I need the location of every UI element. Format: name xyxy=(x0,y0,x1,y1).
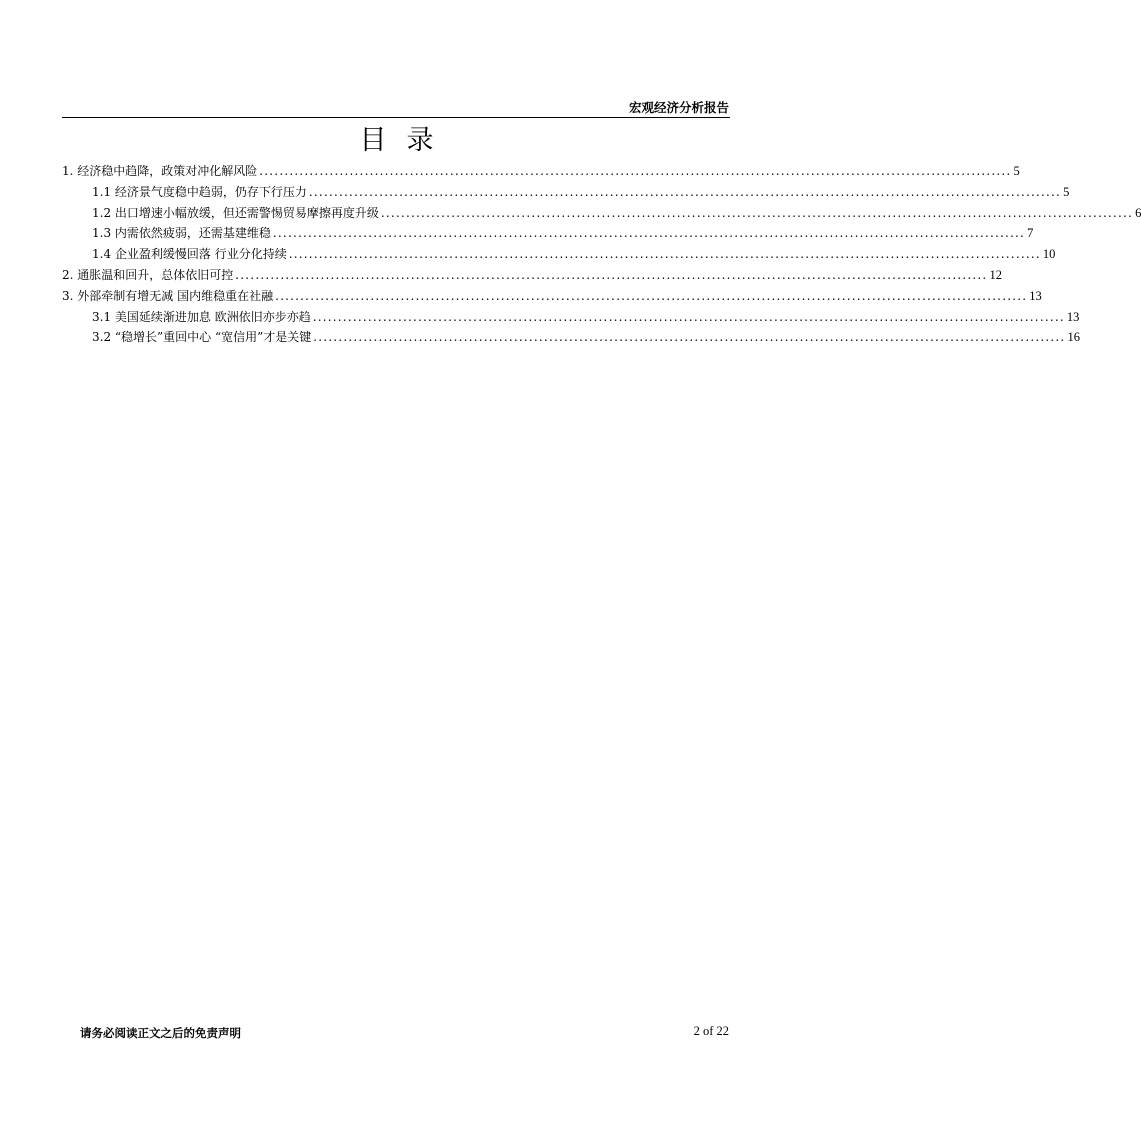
toc-entry-label: 1. 经济稳中趋降，政策对冲化解风险 xyxy=(62,164,258,178)
toc-entry[interactable] xyxy=(62,204,1141,225)
toc-entry[interactable] xyxy=(62,245,1056,266)
toc-entry[interactable] xyxy=(62,328,1080,349)
toc-leader-dots: ...................................................................................................................................................... xyxy=(308,184,1062,199)
disclaimer-notice: 请务必阅读正文之后的免责声明 xyxy=(80,1026,241,1040)
toc-leader-dots: ...................................................................................................................................................... xyxy=(235,267,988,282)
toc-leader-dots: ...................................................................................................................................................... xyxy=(288,247,1041,262)
toc-entry-label: 2. 通胀温和回升，总体依旧可控 xyxy=(62,267,234,282)
toc-entry-label: 3.1 美国延续渐进加息 欧洲依旧亦步亦趋 xyxy=(92,309,311,324)
toc-leader-dots: ...................................................................................................................................................... xyxy=(272,226,1026,241)
toc-entry-page: 12 xyxy=(989,267,1002,282)
toc-entry-label: 1.3 内需依然疲弱，还需基建维稳 xyxy=(92,226,271,241)
table-of-contents xyxy=(62,162,1141,349)
toc-entry-label: 3.2 “稳增长”重回中心 “宽信用”才是关键 xyxy=(92,330,312,345)
report-header-title: 宏观经济分析报告 xyxy=(628,100,729,115)
toc-entry-page: 13 xyxy=(1029,288,1042,303)
toc-entry-page: 16 xyxy=(1067,330,1080,345)
toc-entry-label: 1.2 出口增速小幅放缓，但还需警惕贸易摩擦再度升级 xyxy=(92,205,379,220)
toc-entry-page: 5 xyxy=(1013,164,1020,178)
toc-leader-dots: ...................................................................................................................................................... xyxy=(313,330,1066,345)
toc-entry[interactable] xyxy=(62,162,1020,183)
toc-entry-page: 7 xyxy=(1027,226,1034,241)
toc-entry[interactable] xyxy=(62,308,1080,329)
toc-entry-page: 5 xyxy=(1063,184,1070,199)
toc-entry[interactable] xyxy=(62,224,1034,245)
toc-entry-page: 10 xyxy=(1042,247,1056,262)
toc-heading: 目录 xyxy=(359,125,454,156)
toc-entry[interactable] xyxy=(62,287,1042,308)
toc-leader-dots: ...................................................................................................................................................... xyxy=(259,164,1012,178)
toc-entry-label: 3. 外部牵制有增无减 国内维稳重在社融 xyxy=(62,288,274,303)
toc-entry-label: 1.4 企业盈利缓慢回落 行业分化持续 xyxy=(92,247,287,262)
toc-entry-page: 6 xyxy=(1135,205,1141,220)
toc-leader-dots: ...................................................................................................................................................... xyxy=(380,205,1134,220)
toc-entry-label: 1.1 经济景气度稳中趋弱，仍存下行压力 xyxy=(92,184,307,199)
toc-entry[interactable] xyxy=(62,266,1002,287)
page-indicator: 2 of 22 xyxy=(693,1024,729,1038)
toc-leader-dots: ...................................................................................................................................................... xyxy=(312,309,1065,324)
toc-entry[interactable] xyxy=(62,183,1070,204)
toc-leader-dots: ...................................................................................................................................................... xyxy=(275,288,1028,303)
toc-entry-page: 13 xyxy=(1066,309,1080,324)
